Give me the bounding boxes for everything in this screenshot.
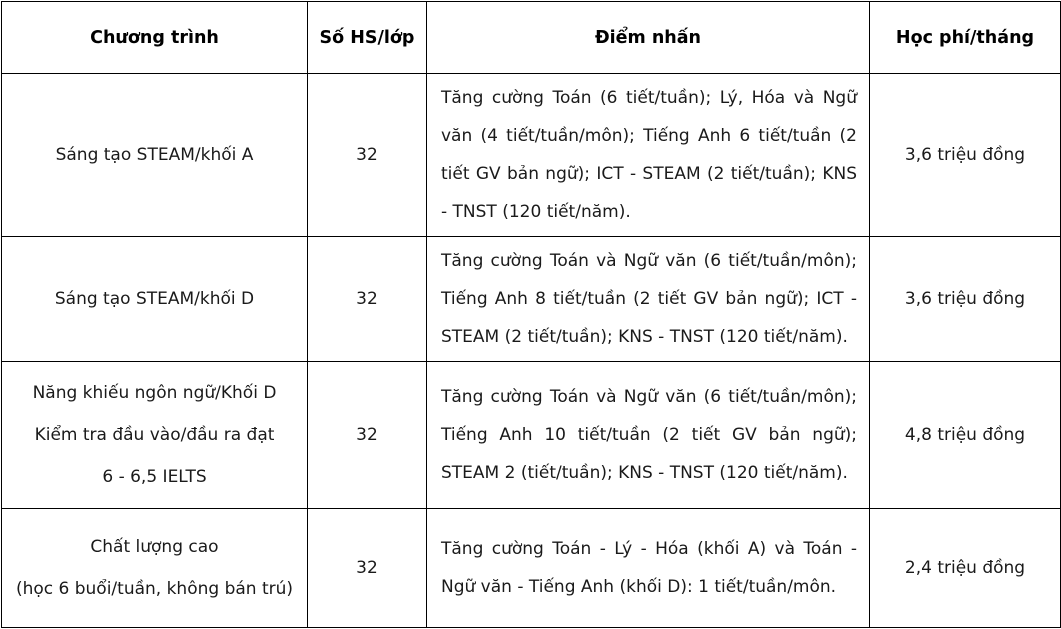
header-highlights: Điểm nhấn — [427, 2, 870, 74]
header-tuition-per-month: Học phí/tháng — [870, 2, 1061, 74]
program-cell — [2, 74, 308, 237]
class-size-cell: 32 — [308, 74, 427, 237]
program-cell — [2, 508, 308, 627]
header-program: Chương trình — [2, 2, 308, 74]
program-note: 6 - 6,5 IELTS — [102, 466, 207, 487]
table-row — [2, 361, 1061, 508]
highlights-cell: Tăng cường Toán và Ngữ văn (6 tiết/tuần/môn); Tiếng Anh 8 tiết/tuần (2 tiết GV bản ngữ); ICT - STEAM (2 tiết/tuần); KNS - TNST (120 tiết/năm). — [427, 237, 870, 361]
program-cell — [2, 361, 308, 508]
program-note: (học 6 buổi/tuần, không bán trú) — [15, 578, 294, 599]
table-header-row — [2, 2, 1061, 74]
header-students-per-class: Số HS/lớp — [308, 2, 427, 74]
tuition-cell: 4,8 triệu đồng — [870, 361, 1061, 508]
table-row — [2, 237, 1061, 361]
highlights-cell: Tăng cường Toán và Ngữ văn (6 tiết/tuần/môn); Tiếng Anh 10 tiết/tuần (2 tiết GV bản ngữ); STEAM 2 (tiết/tuần); KNS - TNST (120 tiết/năm). — [427, 361, 870, 508]
class-size-cell: 32 — [308, 361, 427, 508]
program-name: Sáng tạo STEAM/khối A — [55, 145, 254, 166]
tuition-cell: 3,6 triệu đồng — [870, 237, 1061, 361]
highlights-cell: Tăng cường Toán (6 tiết/tuần); Lý, Hóa và Ngữ văn (4 tiết/tuần/môn); Tiếng Anh 6 tiết/tuần (2 tiết GV bản ngữ); ICT - STEAM (2 tiết/tuần); KNS - TNST (120 tiết/năm). — [427, 74, 870, 237]
table-row — [2, 74, 1061, 237]
programs-tuition-table — [1, 1, 1061, 628]
program-name: Sáng tạo STEAM/khối D — [54, 288, 255, 309]
class-size-cell: 32 — [308, 508, 427, 627]
program-name: Chất lượng cao — [90, 536, 219, 557]
program-note: Kiểm tra đầu vào/đầu ra đạt — [34, 424, 275, 445]
tuition-cell: 3,6 triệu đồng — [870, 74, 1061, 237]
table-row — [2, 508, 1061, 627]
program-cell — [2, 237, 308, 361]
program-name: Năng khiếu ngôn ngữ/Khối D — [32, 382, 277, 403]
class-size-cell: 32 — [308, 237, 427, 361]
tuition-cell: 2,4 triệu đồng — [870, 508, 1061, 627]
highlights-cell: Tăng cường Toán - Lý - Hóa (khối A) và Toán - Ngữ văn - Tiếng Anh (khối D): 1 tiết/tuần/môn. — [427, 508, 870, 627]
